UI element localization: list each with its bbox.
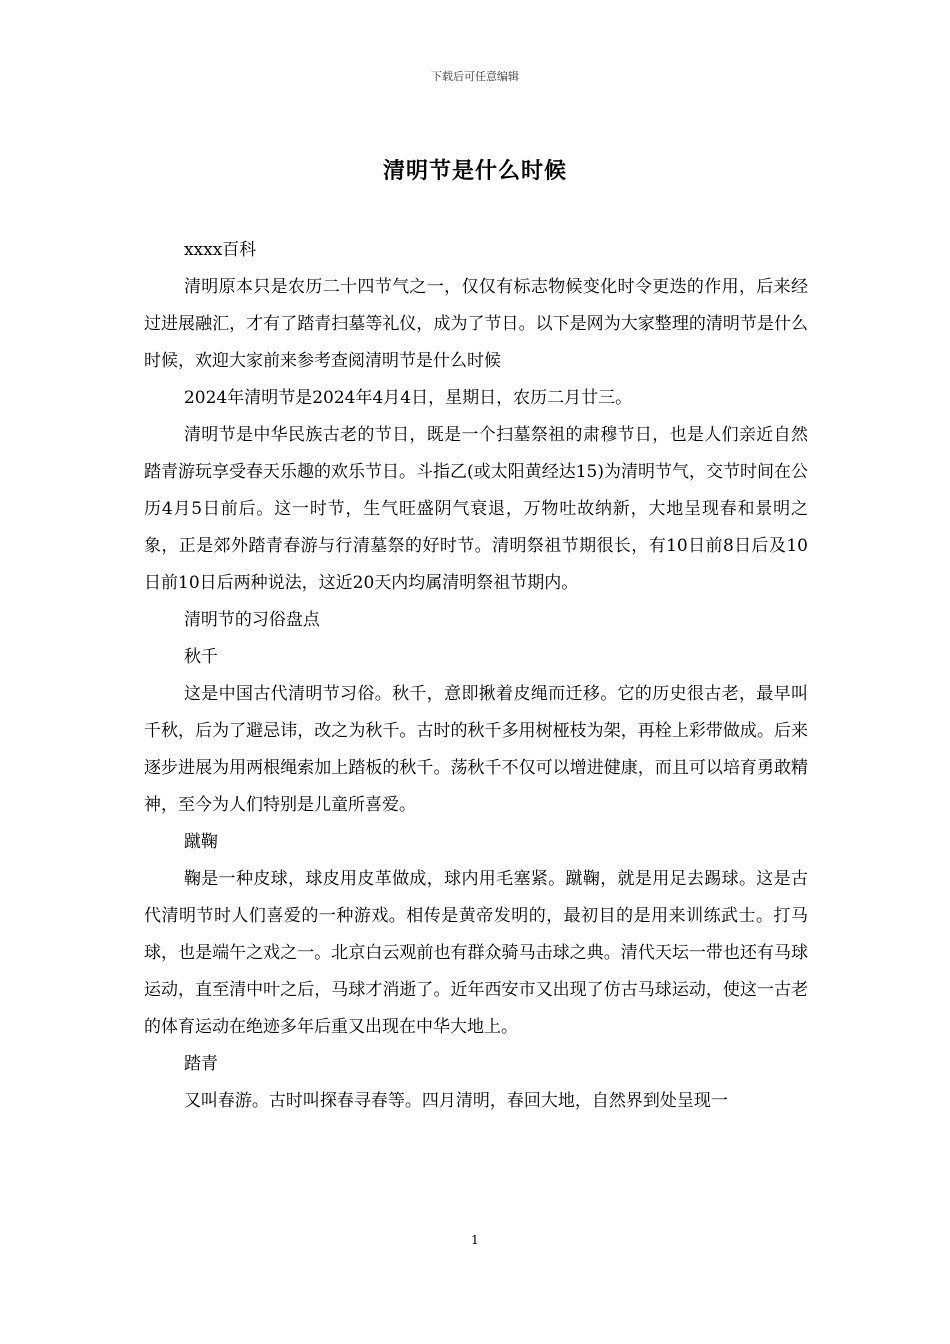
paragraph-source: xxxx百科 (183, 240, 257, 260)
paragraph-date: 2024年清明节是2024年4月4日，星期日，农历二月廿三。 (183, 388, 633, 408)
page-number: 1 (471, 1233, 479, 1247)
page-header-note: 下载后可任意编辑 (431, 70, 519, 83)
paragraph-festival-description: 清明节是中华民族古老的节日，既是一个扫墓祭祖的肃穆节日，也是人们亲近自然踏青游玩享受春天乐趣的欢乐节日。斗指乙(或太阳黄经达15)为清明节气，交节时间在公历4月5日前后。这一时节，生气旺盛阴气衰退，万物吐故纳新，大地呈现春和景明之象，正是郊外踏青春游与行清墓祭的好时节。清明祭祖节期很长，有10日前8日后及10日前10日后两种说法，这近20天内均属清明祭祖节期内。 (144, 425, 808, 593)
section-heading-customs: 清明节的习俗盘点 (183, 610, 320, 630)
paragraph-cuju: 鞠是一种皮球，球皮用皮革做成，球内用毛塞紧。蹴鞠，就是用足去踢球。这是古代清明节时人们喜爱的一种游戏。相传是黄帝发明的，最初目的是用来训练武士。打马球，也是端午之戏之一。北京白云观前也有群众骑马击球之典。清代天坛一带也还有马球运动，直至清中叶之后，马球才消逝了。近年西安市又出现了仿古马球运动，使这一古老的体育运动在绝迹多年后重又出现在中华大地上。 (144, 869, 808, 1037)
paragraph-intro: 清明原本只是农历二十四节气之一，仅仅有标志物候变化时令更迭的作用，后来经过进展融汇，才有了踏青扫墓等礼仪，成为了节日。以下是网为大家整理的清明节是什么时候，欢迎大家前来参考查阅清明节是什么时候 (144, 277, 808, 371)
document-title: 清明节是什么时候 (382, 159, 567, 184)
subheading-swing: 秋千 (183, 647, 218, 667)
document-body (144, 232, 808, 1120)
subheading-outing: 踏青 (183, 1054, 218, 1074)
subheading-cuju: 蹴鞠 (183, 832, 218, 852)
paragraph-swing: 这是中国古代清明节习俗。秋千，意即揪着皮绳而迁移。它的历史很古老，最早叫千秋，后为了避忌讳，改之为秋千。古时的秋千多用树桠枝为架，再栓上彩带做成。后来逐步进展为用两根绳索加上踏板的秋千。荡秋千不仅可以增进健康，而且可以培育勇敢精神，至今为人们特别是儿童所喜爱。 (144, 684, 808, 815)
paragraph-outing: 又叫春游。古时叫探春寻春等。四月清明，春回大地，自然界到处呈现一 (183, 1091, 728, 1111)
